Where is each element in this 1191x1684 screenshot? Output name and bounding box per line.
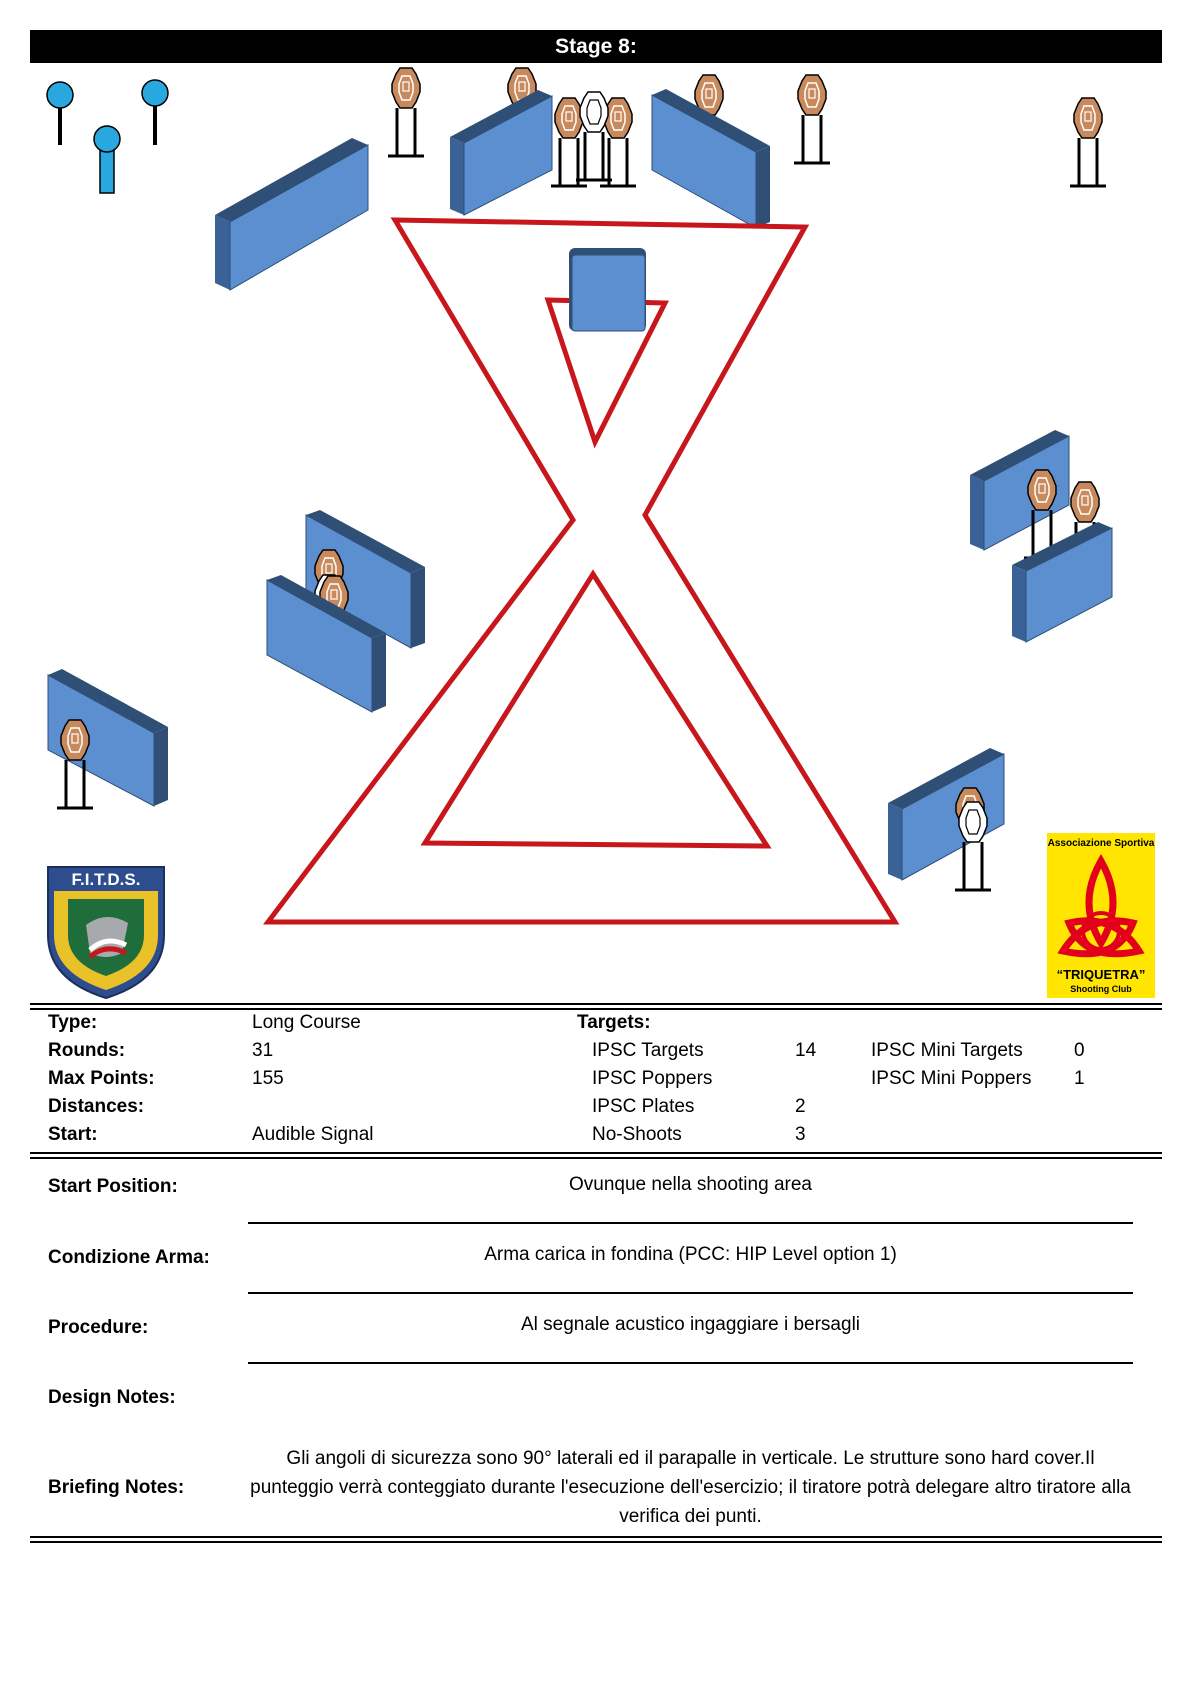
start-position-value: Ovunque nella shooting area [569, 1174, 812, 1195]
condizione-arma-label: Condizione Arma: [48, 1247, 210, 1268]
type-label: Type: [48, 1012, 98, 1033]
wall-hard-cover [215, 138, 368, 290]
triquetra-logo [1047, 833, 1155, 998]
detail-underline [248, 1292, 1133, 1294]
type-value: Long Course [252, 1012, 361, 1033]
stage-title-bar [30, 30, 1162, 63]
max-points-value: 155 [252, 1068, 284, 1089]
start-value: Audible Signal [252, 1124, 374, 1145]
steel-plate [142, 80, 168, 145]
briefing-notes-label: Briefing Notes: [48, 1477, 185, 1498]
mini-target-count: 1 [1074, 1068, 1085, 1089]
details-separator-bottom [30, 1541, 1162, 1543]
start-position-label: Start Position: [48, 1176, 178, 1197]
ipsc-target [1070, 98, 1106, 186]
condizione-arma-value: Arma carica in fondina (PCC: HIP Level option 1) [484, 1244, 897, 1265]
design-notes-label: Design Notes: [48, 1387, 176, 1408]
details-separator-bottom [30, 1536, 1162, 1538]
center-barricade [569, 248, 646, 331]
summary-separator-bottom [30, 1157, 1162, 1159]
briefing-notes-value: Gli angoli di sicurezza sono 90° laterali ed il parapalle in verticale. Le strutture sono hard cover.Il punteggio verrà conteggiato durante l'esecuzione dell'esercizio; il tiratore potrà delegare altro tiratore alla verifica dei punti. [250, 1448, 1131, 1527]
wall-hard-cover [450, 90, 552, 215]
wall-hard-cover [1012, 522, 1112, 642]
fitds-logo-text: F.I.T.D.S. [71, 870, 141, 889]
procedure-label: Procedure: [48, 1317, 149, 1338]
target-type-count: 14 [795, 1040, 817, 1061]
target-type-name: IPSC Targets [592, 1040, 704, 1061]
max-points-label: Max Points: [48, 1068, 155, 1089]
target-type-name: No-Shoots [592, 1124, 682, 1145]
summary-separator-top [30, 1003, 1162, 1005]
stage-diagram [0, 63, 1191, 943]
start-label: Start: [48, 1124, 98, 1145]
rounds-value: 31 [252, 1040, 274, 1061]
ipsc-target [388, 68, 424, 156]
detail-underline [248, 1222, 1133, 1224]
target-type-name: IPSC Poppers [592, 1068, 713, 1089]
targets-label: Targets: [577, 1012, 651, 1033]
fault-line-inner-bottom [425, 574, 767, 846]
mini-target-name: IPSC Mini Poppers [871, 1068, 1032, 1089]
steel-plate [47, 82, 73, 145]
wall-hard-cover [888, 748, 1004, 880]
triquetra-logo-name: “TRIQUETRA” [1056, 967, 1146, 982]
ipsc-target [794, 75, 830, 163]
summary-separator-bottom [30, 1152, 1162, 1154]
triquetra-logo-top: Associazione Sportiva [1047, 838, 1155, 849]
detail-underline [248, 1362, 1133, 1364]
mini-target-count: 0 [1074, 1040, 1085, 1061]
stage-title: Stage 8: [555, 35, 637, 58]
rounds-label: Rounds: [48, 1040, 126, 1061]
target-type-name: IPSC Plates [592, 1096, 695, 1117]
summary-separator-top [30, 1008, 1162, 1010]
mini-target-name: IPSC Mini Targets [871, 1040, 1023, 1061]
target-type-count: 2 [795, 1096, 806, 1117]
triquetra-logo-sub: Shooting Club [1070, 984, 1132, 994]
procedure-value: Al segnale acustico ingaggiare i bersagli [520, 1314, 861, 1335]
fitds-logo [46, 865, 166, 1000]
steel-popper [94, 126, 120, 193]
target-type-count: 3 [795, 1124, 806, 1145]
no-shoot-target [576, 92, 612, 180]
distances-label: Distances: [48, 1096, 145, 1117]
